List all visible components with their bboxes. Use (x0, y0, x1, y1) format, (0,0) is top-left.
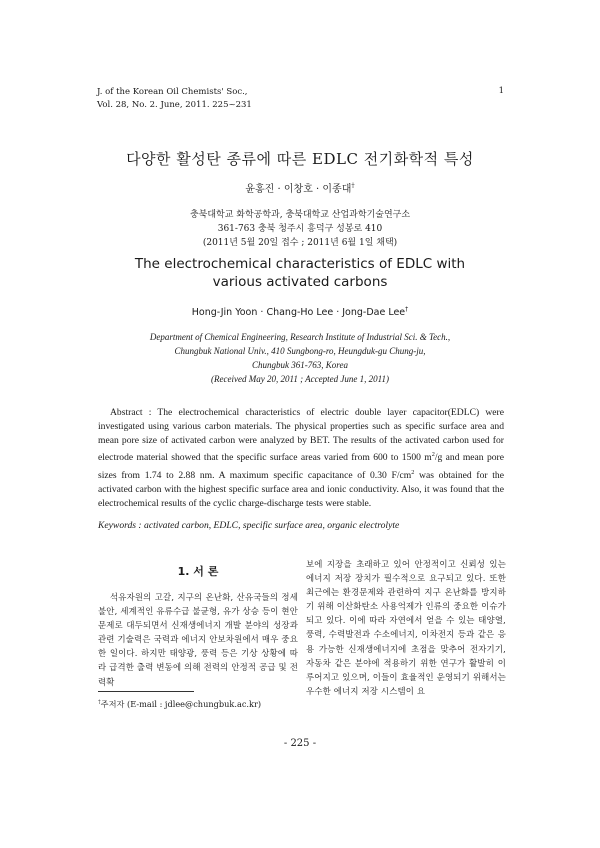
affiliation-en-line: Chungbuk 361-763, Korea (252, 360, 348, 370)
affiliation-ko-line: 361-763 충북 청주시 흥덕구 성봉로 410 (217, 224, 383, 234)
abstract-superscript: 2 (411, 468, 415, 476)
footnote-mark: † (98, 699, 101, 706)
korean-author-names: 윤홍진 · 이창호 · 이종대 (245, 184, 352, 195)
footnote-divider (98, 691, 194, 692)
abstract-text: /g and mean pore sizes from 1.74 to 2.88 nm. A maximum specific capacitance of 0.30 F/cm (98, 452, 504, 481)
affiliation-en-line: Chungbuk National Univ., 410 Sungbong-ro, Heungduk-gu Chung-ju, (174, 346, 426, 356)
footnote-text: 주저자 (E-mail : jdlee@chungbuk.ac.kr) (100, 699, 262, 709)
english-title-line: various activated carbons (212, 274, 388, 290)
journal-line-1: J. of the Korean Oil Chemists' Soc., (97, 87, 248, 97)
journal-header (97, 86, 252, 112)
body-paragraph: 석유자원의 고갈, 지구의 온난화, 산유국들의 정세 불안, 세계적인 유류수급 불균형, 유가 상승 등이 현안 문제로 대두되면서 신재생에너지 개발 분야의 성장과 관련 기술력은 국력과 에너지 안보차원에서 매우 중요한 일이다. 하지만 태양광, 풍력 등은 기상 상황에 따라 급격한 출력 변동에 의해 전력의 안정적 공급 및 전력확 (98, 592, 298, 687)
abstract-text: was obtained for the activated carbon with the highest specific surface area and ionic conductivity. Also, it was found that the electrochemical results of the cyclic charge-discharge tests were stable. (98, 469, 504, 509)
korean-affiliation (0, 208, 600, 250)
abstract-label: Abstract (110, 407, 143, 418)
abstract-superscript: 2 (431, 451, 435, 459)
english-author-names: Hong-Jin Yoon · Chang-Ho Lee · Jong-Dae Lee (191, 307, 406, 319)
corresponding-author-mark: † (405, 306, 409, 313)
page-footer: - 225 - (283, 738, 317, 749)
english-title-line: The electrochemical characteristics of EDLC with (134, 256, 466, 272)
english-affiliation (0, 330, 600, 386)
body-column-left (98, 590, 298, 689)
english-authors (0, 306, 600, 318)
korean-title: 다양한 활성탄 종류에 따른 EDLC 전기화학적 특성 (126, 150, 474, 168)
abstract (98, 406, 504, 511)
abstract-paragraph (98, 406, 504, 511)
body-column-right: 보에 지장을 초래하고 있어 안정적이고 신뢰성 있는 에너지 저장 장치가 필수적으로 요구되고 있다. 또한 최근에는 환경문제와 관련하여 지구 온난화를 방지하기 위해 이산화탄소 사용억제가 인류의 중요한 이슈가 되고 있다. 이에 따라 자연에서 얻을 수 있는 태양열, 풍력, 수력발전과 수소에너지, 이차전지 등과 같은 응용 가능한 신재생에너지에 초점을 맞추어 전자기기, 자동차 같은 분야에 적용하기 위한 연구가 활발히 이루어지고 있으며, 이들이 효율적인 운영되기 위해서는 우수한 에너지 저장 시스템이 요 (306, 559, 506, 696)
received-date-ko: (2011년 5월 20일 접수 ; 2011년 6월 1일 채택) (202, 238, 398, 248)
keywords (98, 520, 399, 531)
journal-line-2: Vol. 28, No. 2. June, 2011. 225~231 (97, 100, 252, 110)
abstract-text: : The electrochemical characteristics of electric double layer capacitor(EDLC) were investigated using various carbon materials. The physical properties such as specific surface area and mean pore size of activated carbon were analyzed by BET. The results of the activated carbon used for electrode material showed that the specific surface areas varied from 600 to 1500 m (98, 407, 504, 464)
korean-authors (0, 180, 600, 195)
corresponding-author-mark: † (351, 181, 355, 190)
received-date-en: (Received May 20, 2011 ; Accepted June 1, 2011) (211, 374, 389, 384)
page-number: 1 (498, 86, 504, 96)
footnote (98, 699, 261, 710)
keywords-text: : activated carbon, EDLC, specific surface area, organic electrolyte (136, 520, 400, 531)
affiliation-ko-line: 충북대학교 화학공학과, 충북대학교 산업과학기술연구소 (189, 210, 411, 220)
english-title (0, 255, 600, 291)
keywords-label: Keywords (98, 520, 137, 531)
affiliation-en-line: Department of Chemical Engineering, Research Institute of Industrial Sci. & Tech., (149, 332, 451, 342)
section-heading-introduction: 1. 서 론 (177, 565, 219, 578)
